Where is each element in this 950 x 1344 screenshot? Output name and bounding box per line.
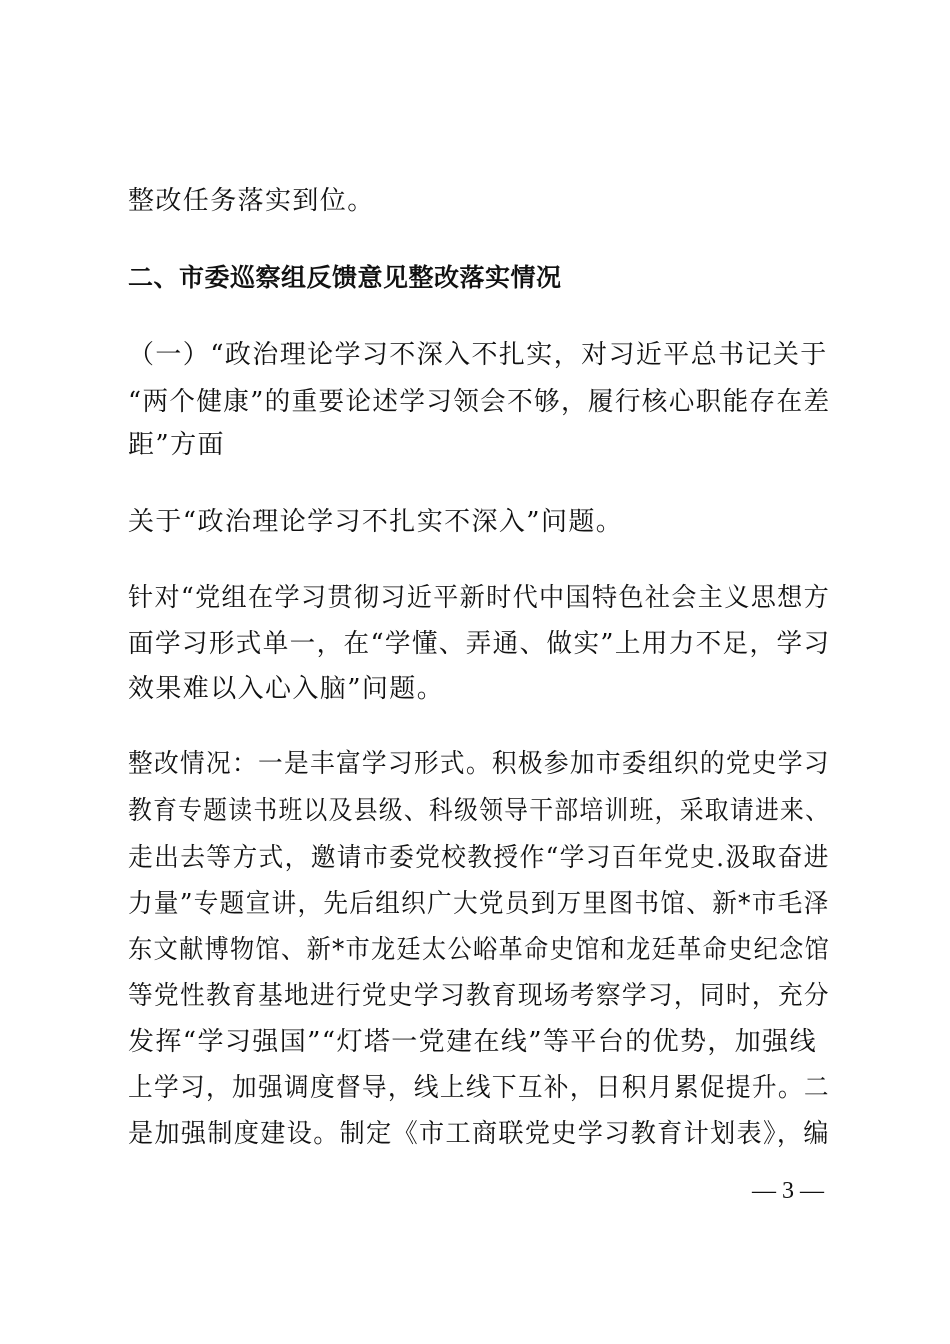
subsection-heading-line: “两个健康”的重要论述学习领会不够，履行核心职能存在差: [128, 387, 831, 417]
paragraph-line: 东文献博物馆、新*市龙廷太公峪革命史馆和龙廷革命史纪念馆: [128, 935, 831, 965]
paragraph-line: 整改情况：一是丰富学习形式。积极参加市委组织的党史学习: [128, 749, 830, 779]
paragraph-line: 针对“党组在学习贯彻习近平新时代中国特色社会主义思想方: [128, 583, 831, 613]
paragraph-line: 等党性教育基地进行党史学习教育现场考察学习，同时，充分: [128, 981, 830, 1011]
paragraph-line: 上学习，加强调度督导，线上线下互补，日积月累促提升。二: [128, 1073, 830, 1103]
subsection-heading-line: （一）“政治理论学习不深入不扎实，对习近平总书记关于: [128, 340, 828, 370]
section-heading: 二、市委巡察组反馈意见整改落实情况: [128, 263, 562, 292]
subsection-heading-line: 距”方面: [128, 430, 225, 460]
text-line-continuation: 整改任务落实到位。: [128, 186, 375, 216]
paragraph-line: 走出去等方式，邀请市委党校教授作“学习百年党史.汲取奋进: [128, 843, 830, 873]
issue-title: 关于“政治理论学习不扎实不深入”问题。: [128, 507, 624, 537]
paragraph-line: 发挥“学习强国”“灯塔一党建在线”等平台的优势，加强线: [128, 1027, 817, 1057]
paragraph-line: 是加强制度建设。制定《市工商联党史学习教育计划表》，编: [128, 1119, 830, 1149]
page-number: — 3 —: [752, 1178, 824, 1204]
paragraph-line: 效果难以入心入脑”问题。: [128, 674, 445, 704]
paragraph-line: 教育专题读书班以及县级、科级领导干部培训班，采取请进来、: [128, 796, 831, 826]
paragraph-line: 面学习形式单一，在“学懂、弄通、做实”上用力不足，学习: [128, 629, 831, 659]
paragraph-line: 力量”专题宣讲，先后组织广大党员到万里图书馆、新*市毛泽: [128, 889, 830, 919]
